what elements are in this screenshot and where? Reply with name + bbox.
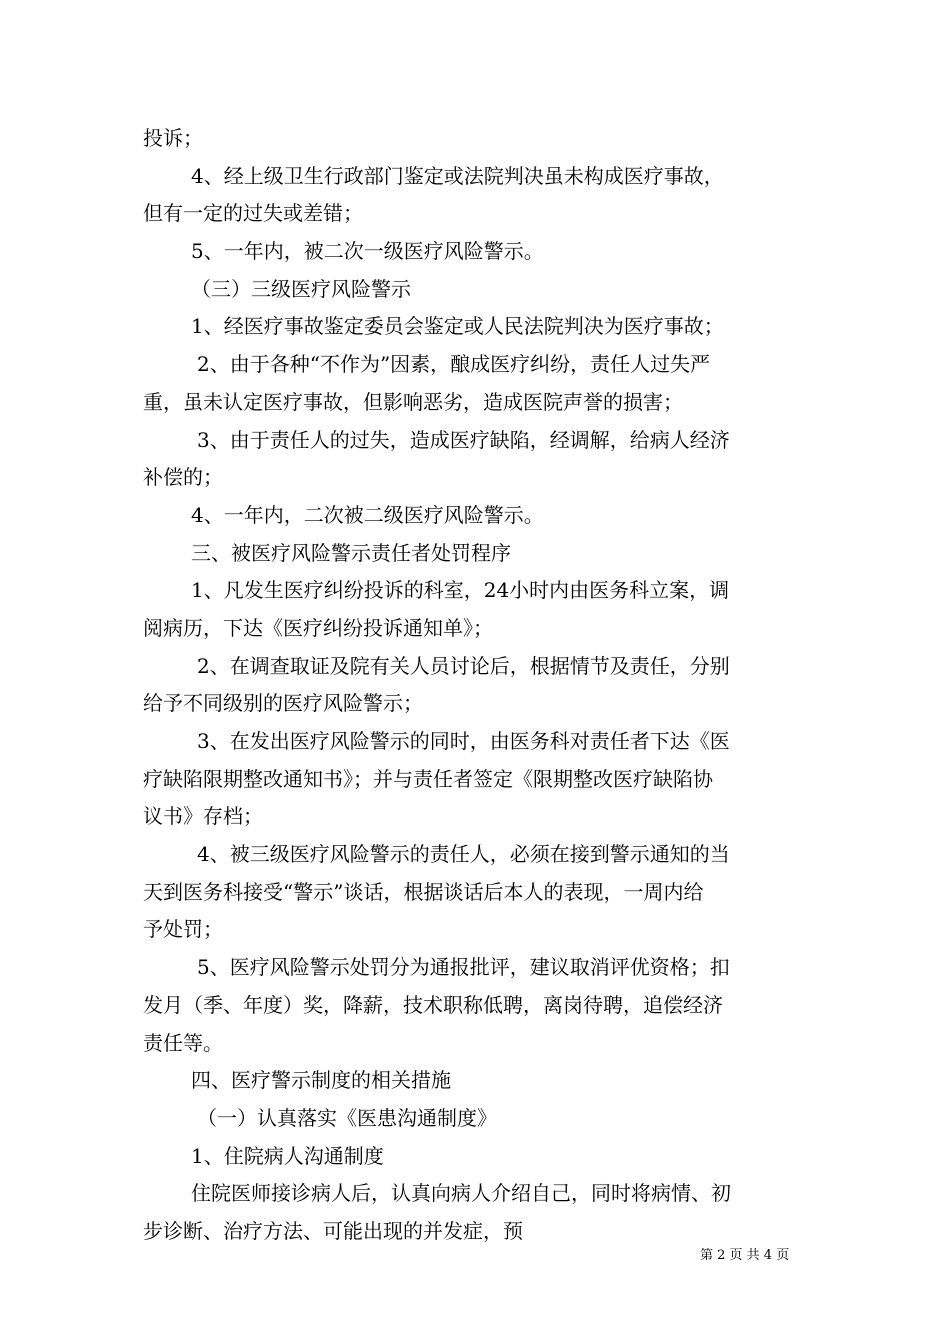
body-text: [143, 120, 808, 1251]
section-heading: 三、被医疗风险警示责任者处罚程序: [191, 540, 511, 565]
section-heading: （三）三级医疗风险警示: [191, 276, 411, 301]
text-line: 2、由于各种“不作为”因素，酿成医疗纠纷，责任人过失严: [197, 352, 711, 377]
text-line: 阅病历，下达《医疗纠纷投诉通知单》；: [143, 615, 493, 640]
section-heading: 四、医疗警示制度的相关措施: [191, 1068, 451, 1093]
text-line: 给予不同级别的医疗风险警示；: [143, 691, 423, 716]
text-line: 但有一定的过失或差错；: [143, 201, 363, 226]
text-line: 议书》存档；: [143, 804, 263, 829]
section-heading: （一）认真落实《医患沟通制度》: [197, 1105, 497, 1130]
text-line: 住院医师接诊病人后，认真向病人介绍自己，同时将病情、初: [191, 1181, 731, 1206]
text-line: 3、在发出医疗风险警示的同时，由医务科对责任者下达《医: [197, 729, 730, 753]
text-line: 1、经医疗事故鉴定委员会鉴定或人民法院判决为医疗事故；: [191, 314, 724, 339]
text-line: 重，虽未认定医疗事故，但影响恶劣，造成医院声誉的损害；: [143, 389, 683, 414]
text-line: 责任等。: [143, 1030, 223, 1055]
text-line: 3、由于责任人的过失，造成医疗缺陷，经调解，给病人经济: [197, 427, 730, 452]
text-line: 1、住院病人沟通制度: [191, 1143, 384, 1168]
text-line: 2、在调查取证及院有关人员讨论后，根据情节及责任，分别: [197, 653, 730, 678]
text-line: 4、经上级卫生行政部门鉴定或法院判决虽未构成医疗事故，: [191, 163, 724, 188]
text-line: 步诊断、治疗方法、可能出现的并发症，预: [143, 1218, 523, 1243]
text-line: 5、医疗风险警示处罚分为通报批评，建议取消评优资格；扣: [197, 955, 730, 980]
text-line: 补偿的；: [143, 465, 223, 490]
text-line: 5、一年内，被二次一级医疗风险警示。: [191, 239, 544, 264]
text-line: 天到医务科接受“警示”谈话，根据谈话后本人的表现，一周内给: [143, 879, 704, 904]
text-line: 疗缺陷限期整改通知书》；并与责任者签定《限期整改医疗缺陷协: [143, 766, 713, 791]
page-number: 第 2 页 共 4 页: [700, 1248, 790, 1263]
text-line: 投诉；: [143, 126, 203, 150]
text-line: 4、被三级医疗风险警示的责任人，必须在接到警示通知的当: [197, 842, 730, 867]
text-line: 1、凡发生医疗纠纷投诉的科室，24小时内由医务科立案，调: [191, 578, 730, 603]
text-line: 发月（季、年度）奖，降薪，技术职称低聘，离岗待聘，追偿经济: [143, 992, 723, 1017]
text-line: 4、一年内，二次被二级医疗风险警示。: [191, 502, 544, 527]
text-line: 予处罚；: [143, 917, 223, 942]
